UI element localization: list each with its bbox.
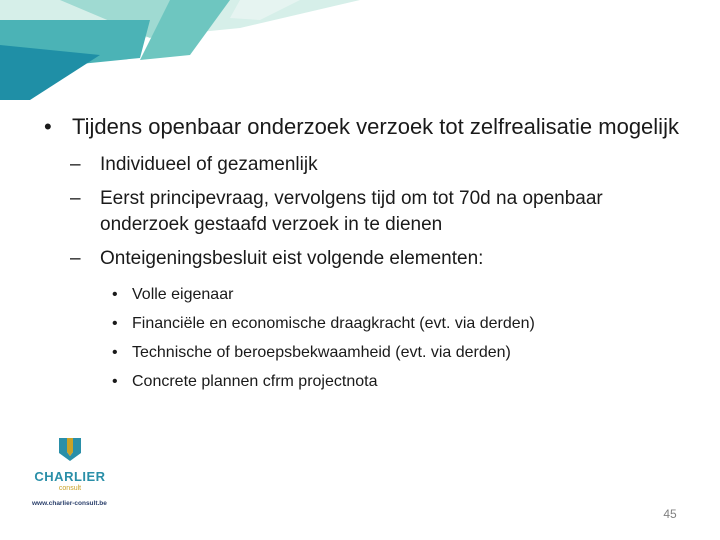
dash-symbol: – — [70, 248, 81, 269]
sub-item — [44, 246, 694, 272]
sub-item-text: Individueel of gezamenlijk — [100, 154, 318, 175]
list-item-text: Concrete plannen cfrm projectnota — [132, 373, 378, 390]
header-banner — [0, 0, 720, 100]
sub-item — [44, 186, 694, 238]
list-item — [44, 371, 694, 393]
sub-item-text: Eerst principevraag, vervolgens tijd om tot 70d na openbaar onderzoek gestaafd verzoek in te dienen — [100, 188, 603, 235]
slide-content — [44, 112, 694, 400]
list-item-text: Financiële en economische draagkracht (evt. via derden) — [132, 315, 535, 332]
main-bullet-text: Tijdens openbaar onderzoek verzoek tot zelfrealisatie mogelijk — [72, 114, 679, 139]
logo-subtitle: consult — [58, 485, 82, 492]
list-item-text: Volle eigenaar — [132, 286, 234, 303]
bullet-symbol: • — [112, 344, 118, 361]
main-bullet — [44, 112, 694, 142]
bullet-symbol: • — [44, 114, 52, 139]
website-url[interactable]: www.charlier-consult.be — [32, 500, 107, 507]
element-list — [44, 284, 694, 393]
list-item — [44, 284, 694, 306]
list-item — [44, 342, 694, 364]
list-item-text: Technische of beroepsbekwaamheid (evt. via derden) — [132, 344, 511, 361]
dash-symbol: – — [70, 154, 81, 175]
sub-item — [44, 152, 694, 178]
list-item — [44, 313, 694, 335]
bullet-symbol: • — [112, 286, 118, 303]
logo-name: CHARLIER — [34, 469, 106, 484]
bullet-symbol: • — [112, 373, 118, 390]
dash-symbol: – — [70, 188, 81, 209]
bullet-symbol: • — [112, 315, 118, 332]
page-number: 45 — [663, 507, 677, 521]
logo-mark-icon — [57, 436, 83, 462]
company-logo — [30, 436, 110, 492]
sub-item-text: Onteigeningsbesluit eist volgende elementen: — [100, 248, 484, 269]
